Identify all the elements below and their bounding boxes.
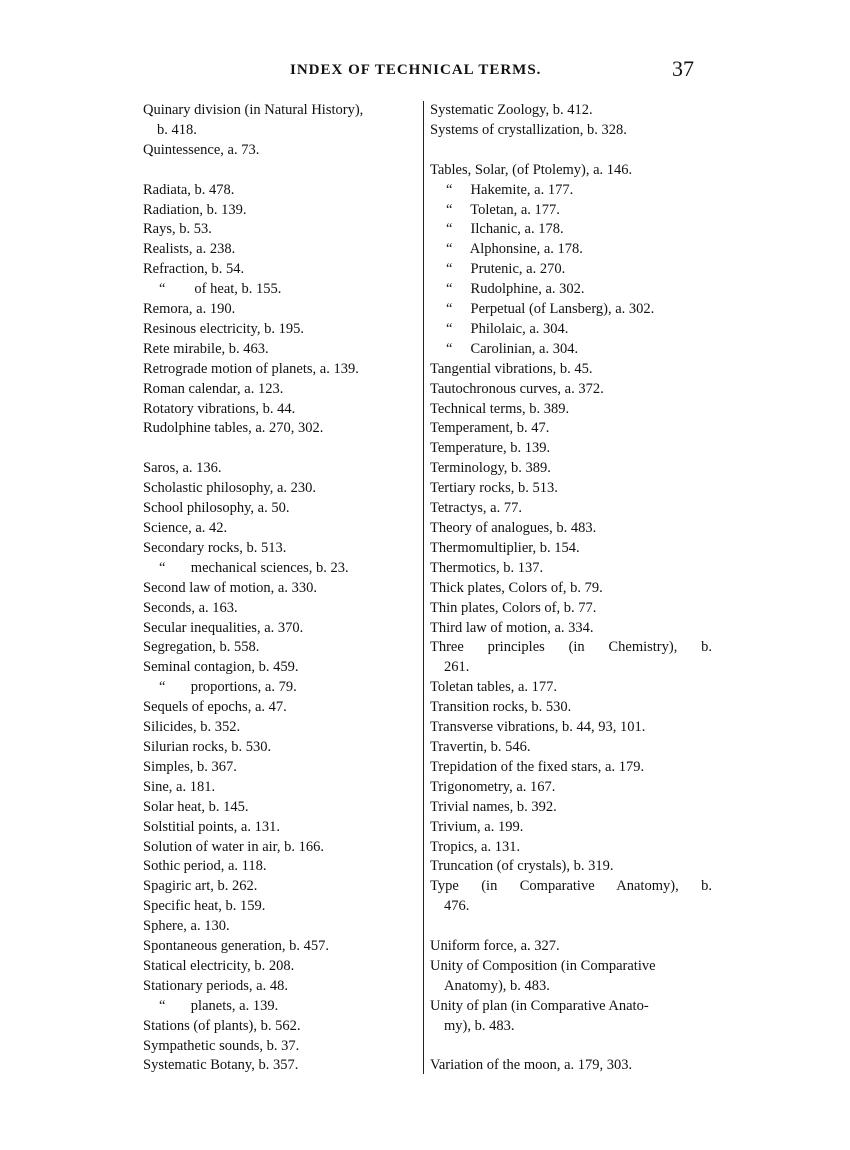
- index-entry: “ Hakemite, a. 177.: [446, 181, 574, 198]
- index-entry: Thin plates, Colors of, b. 77.: [430, 599, 597, 616]
- index-entry-continuation: my), b. 483.: [444, 1017, 515, 1034]
- index-entry: Uniform force, a. 327.: [430, 938, 560, 955]
- index-entry: “ proportions, a. 79.: [159, 679, 297, 696]
- index-entry: Realists, a. 238.: [143, 241, 236, 258]
- index-entry: Tertiary rocks, b. 513.: [430, 480, 558, 497]
- index-entry: “ Alphonsine, a. 178.: [446, 241, 583, 258]
- index-entry: Third law of motion, a. 334.: [430, 619, 594, 636]
- index-entry: Statical electricity, b. 208.: [143, 957, 295, 974]
- index-entry: “ planets, a. 139.: [159, 997, 279, 1014]
- index-entry: Three principles (in Chemistry), b.: [430, 639, 712, 656]
- index-entry: “ Toletan, a. 177.: [446, 201, 560, 218]
- index-entry: Unity of Composition (in Comparative: [430, 957, 656, 974]
- index-entry: Sine, a. 181.: [143, 778, 216, 795]
- section-gap: [143, 161, 417, 181]
- page-number: 37: [672, 56, 694, 81]
- index-column-right: [430, 101, 712, 1076]
- index-entry: Seminal contagion, b. 459.: [143, 659, 299, 676]
- index-entry: Temperature, b. 139.: [430, 440, 551, 457]
- index-entry: Radiata, b. 478.: [143, 181, 235, 198]
- index-entry-continuation: 476.: [444, 898, 470, 915]
- index-entry: Spagiric art, b. 262.: [143, 878, 258, 895]
- index-entry: Secular inequalities, a. 370.: [143, 619, 304, 636]
- index-entry: Solution of water in air, b. 166.: [143, 838, 325, 855]
- index-entry: “ Philolaic, a. 304.: [446, 320, 569, 337]
- index-entry: “ Carolinian, a. 304.: [446, 340, 579, 357]
- index-entry: “ mechanical sciences, b. 23.: [159, 559, 349, 576]
- index-entry: Temperament, b. 47.: [430, 420, 550, 437]
- section-gap: [430, 1037, 712, 1057]
- index-entry: Secondary rocks, b. 513.: [143, 539, 287, 556]
- index-entry: Rudolphine tables, a. 270, 302.: [143, 420, 324, 437]
- index-entry: Tetractys, a. 77.: [430, 500, 522, 517]
- index-entry: Tropics, a. 131.: [430, 838, 521, 855]
- index-entry: Spontaneous generation, b. 457.: [143, 938, 330, 955]
- index-entry: Systematic Zoology, b. 412.: [430, 102, 593, 118]
- index-entry: Systems of crystallization, b. 328.: [430, 121, 627, 138]
- index-entry: Roman calendar, a. 123.: [143, 380, 284, 397]
- index-entry: Variation of the moon, a. 179, 303.: [430, 1057, 633, 1074]
- index-entry: Transition rocks, b. 530.: [430, 699, 572, 716]
- index-entry: Stationary periods, a. 48.: [143, 977, 288, 994]
- index-entry: Thermotics, b. 137.: [430, 559, 544, 576]
- index-entry: School philosophy, a. 50.: [143, 500, 290, 517]
- index-entry: Thick plates, Colors of, b. 79.: [430, 579, 603, 596]
- index-entry: Specific heat, b. 159.: [143, 898, 266, 915]
- index-entry: Systematic Botany, b. 357.: [143, 1057, 299, 1074]
- running-title: INDEX OF TECHNICAL TERMS.: [290, 62, 542, 78]
- index-entry: Unity of plan (in Comparative Anato-: [430, 997, 649, 1014]
- index-entry: Toletan tables, a. 177.: [430, 679, 558, 696]
- index-entry: Silicides, b. 352.: [143, 719, 241, 736]
- index-entry: Sequels of epochs, a. 47.: [143, 699, 287, 716]
- index-entry: Stations (of plants), b. 562.: [143, 1017, 301, 1034]
- column-divider: [423, 101, 424, 1074]
- index-entry: Tangential vibrations, b. 45.: [430, 360, 593, 377]
- index-entry: Travertin, b. 546.: [430, 738, 531, 755]
- index-entry: “ Perpetual (of Lansberg), a. 302.: [446, 301, 655, 318]
- index-entry: Sothic period, a. 118.: [143, 858, 267, 875]
- index-entry: Second law of motion, a. 330.: [143, 579, 317, 596]
- index-entry: Tables, Solar, (of Ptolemy), a. 146.: [430, 161, 633, 178]
- index-entry: Seconds, a. 163.: [143, 599, 238, 616]
- index-entry: Scholastic philosophy, a. 230.: [143, 480, 317, 497]
- index-entry-continuation: 261.: [444, 659, 470, 676]
- index-entry: “ of heat, b. 155.: [159, 281, 282, 298]
- index-entry-continuation: b. 418.: [157, 121, 197, 138]
- index-entry: Solstitial points, a. 131.: [143, 818, 280, 835]
- index-entry: Quinary division (in Natural History),: [143, 102, 364, 118]
- index-entry: Radiation, b. 139.: [143, 201, 247, 218]
- index-entry: “ Prutenic, a. 270.: [446, 261, 566, 278]
- index-entry: “ Ilchanic, a. 178.: [446, 221, 564, 238]
- index-entry: Sphere, a. 130.: [143, 918, 230, 935]
- index-column-left: [143, 101, 417, 1076]
- index-entry: Truncation (of crystals), b. 319.: [430, 858, 614, 875]
- index-entry: Terminology, b. 389.: [430, 460, 551, 477]
- index-entry: Rotatory vibrations, b. 44.: [143, 400, 296, 417]
- index-entry: Segregation, b. 558.: [143, 639, 260, 656]
- index-entry: Type (in Comparative Anatomy), b.: [430, 878, 712, 895]
- index-entry: Retrograde motion of planets, a. 139.: [143, 360, 359, 377]
- index-entry: Simples, b. 367.: [143, 758, 237, 775]
- page-header: [0, 56, 850, 90]
- index-entry: Solar heat, b. 145.: [143, 798, 249, 815]
- index-entry: Transverse vibrations, b. 44, 93, 101.: [430, 719, 646, 736]
- index-entry: Saros, a. 136.: [143, 460, 222, 477]
- index-entry-continuation: Anatomy), b. 483.: [444, 977, 550, 994]
- section-gap: [430, 141, 712, 161]
- index-entry: Sympathetic sounds, b. 37.: [143, 1037, 300, 1054]
- index-entry: Remora, a. 190.: [143, 301, 236, 318]
- index-entry: “ Rudolphine, a. 302.: [446, 281, 585, 298]
- section-gap: [143, 439, 417, 459]
- index-entry: Rays, b. 53.: [143, 221, 212, 238]
- index-entry: Trivial names, b. 392.: [430, 798, 557, 815]
- index-entry: Science, a. 42.: [143, 520, 228, 536]
- section-gap: [430, 917, 712, 937]
- index-entry: Trepidation of the fixed stars, a. 179.: [430, 758, 645, 775]
- index-entry: Technical terms, b. 389.: [430, 400, 570, 417]
- index-entry: Quintessence, a. 73.: [143, 141, 260, 158]
- index-entry: Tautochronous curves, a. 372.: [430, 380, 604, 397]
- index-entry: Resinous electricity, b. 195.: [143, 320, 304, 337]
- index-entry: Refraction, b. 54.: [143, 261, 245, 278]
- index-entry: Trigonometry, a. 167.: [430, 778, 556, 795]
- index-entry: Silurian rocks, b. 530.: [143, 738, 272, 755]
- index-entry: Theory of analogues, b. 483.: [430, 520, 597, 537]
- index-entry: Trivium, a. 199.: [430, 818, 524, 835]
- index-entry: Rete mirabile, b. 463.: [143, 340, 269, 357]
- index-entry: Thermomultiplier, b. 154.: [430, 539, 580, 556]
